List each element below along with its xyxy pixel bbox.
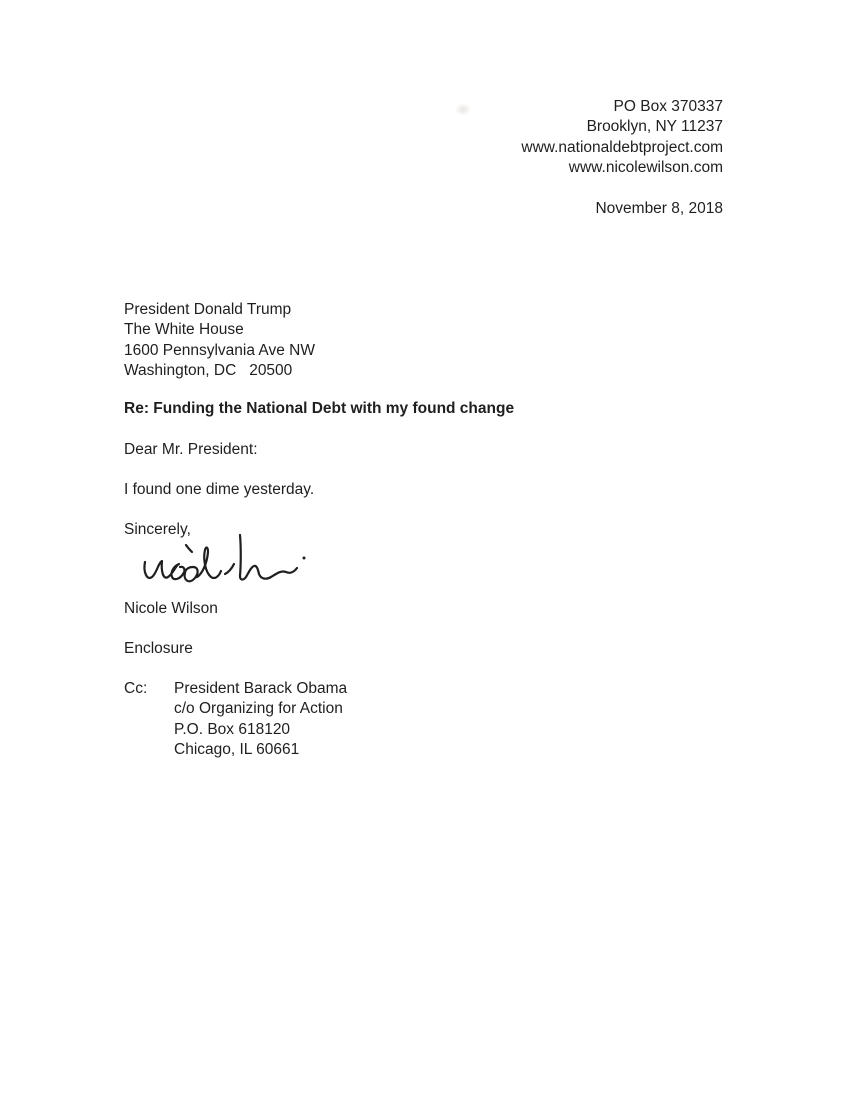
enclosure-note: Enclosure bbox=[124, 640, 193, 657]
recipient-address-block bbox=[124, 300, 315, 382]
recipient-name: President Donald Trump bbox=[124, 301, 292, 318]
subject-line: Re: Funding the National Debt with my found change bbox=[124, 400, 515, 417]
cc-name: President Barack Obama bbox=[174, 680, 348, 697]
sender-city: Brooklyn, NY 11237 bbox=[586, 118, 723, 136]
sender-address-block bbox=[521, 97, 723, 179]
cc-label: Cc: bbox=[124, 680, 148, 697]
cc-city: Chicago, IL 60661 bbox=[174, 741, 300, 759]
letter-date: November 8, 2018 bbox=[595, 200, 723, 217]
cc-org: c/o Organizing for Action bbox=[174, 700, 343, 718]
cc-po-box: P.O. Box 618120 bbox=[174, 720, 291, 738]
sender-po-box: PO Box 370337 bbox=[613, 98, 723, 115]
signature-scribble-icon bbox=[138, 531, 316, 593]
scan-smudge-artifact bbox=[455, 103, 471, 116]
recipient-street: 1600 Pennsylvania Ave NW bbox=[124, 341, 315, 359]
sender-website-2: www.nicolewilson.com bbox=[568, 159, 723, 177]
salutation: Dear Mr. President: bbox=[124, 441, 258, 458]
letter-body: I found one dime yesterday. bbox=[124, 481, 315, 498]
cc-block bbox=[124, 679, 347, 761]
recipient-building: The White House bbox=[124, 321, 244, 339]
sender-website-1: www.nationaldebtproject.com bbox=[521, 138, 723, 156]
signer-name: Nicole Wilson bbox=[124, 600, 218, 617]
cc-address bbox=[174, 679, 347, 761]
handwritten-signature bbox=[138, 531, 316, 593]
recipient-city: Washington, DC 20500 bbox=[124, 362, 293, 380]
closing: Sincerely, bbox=[124, 521, 191, 538]
